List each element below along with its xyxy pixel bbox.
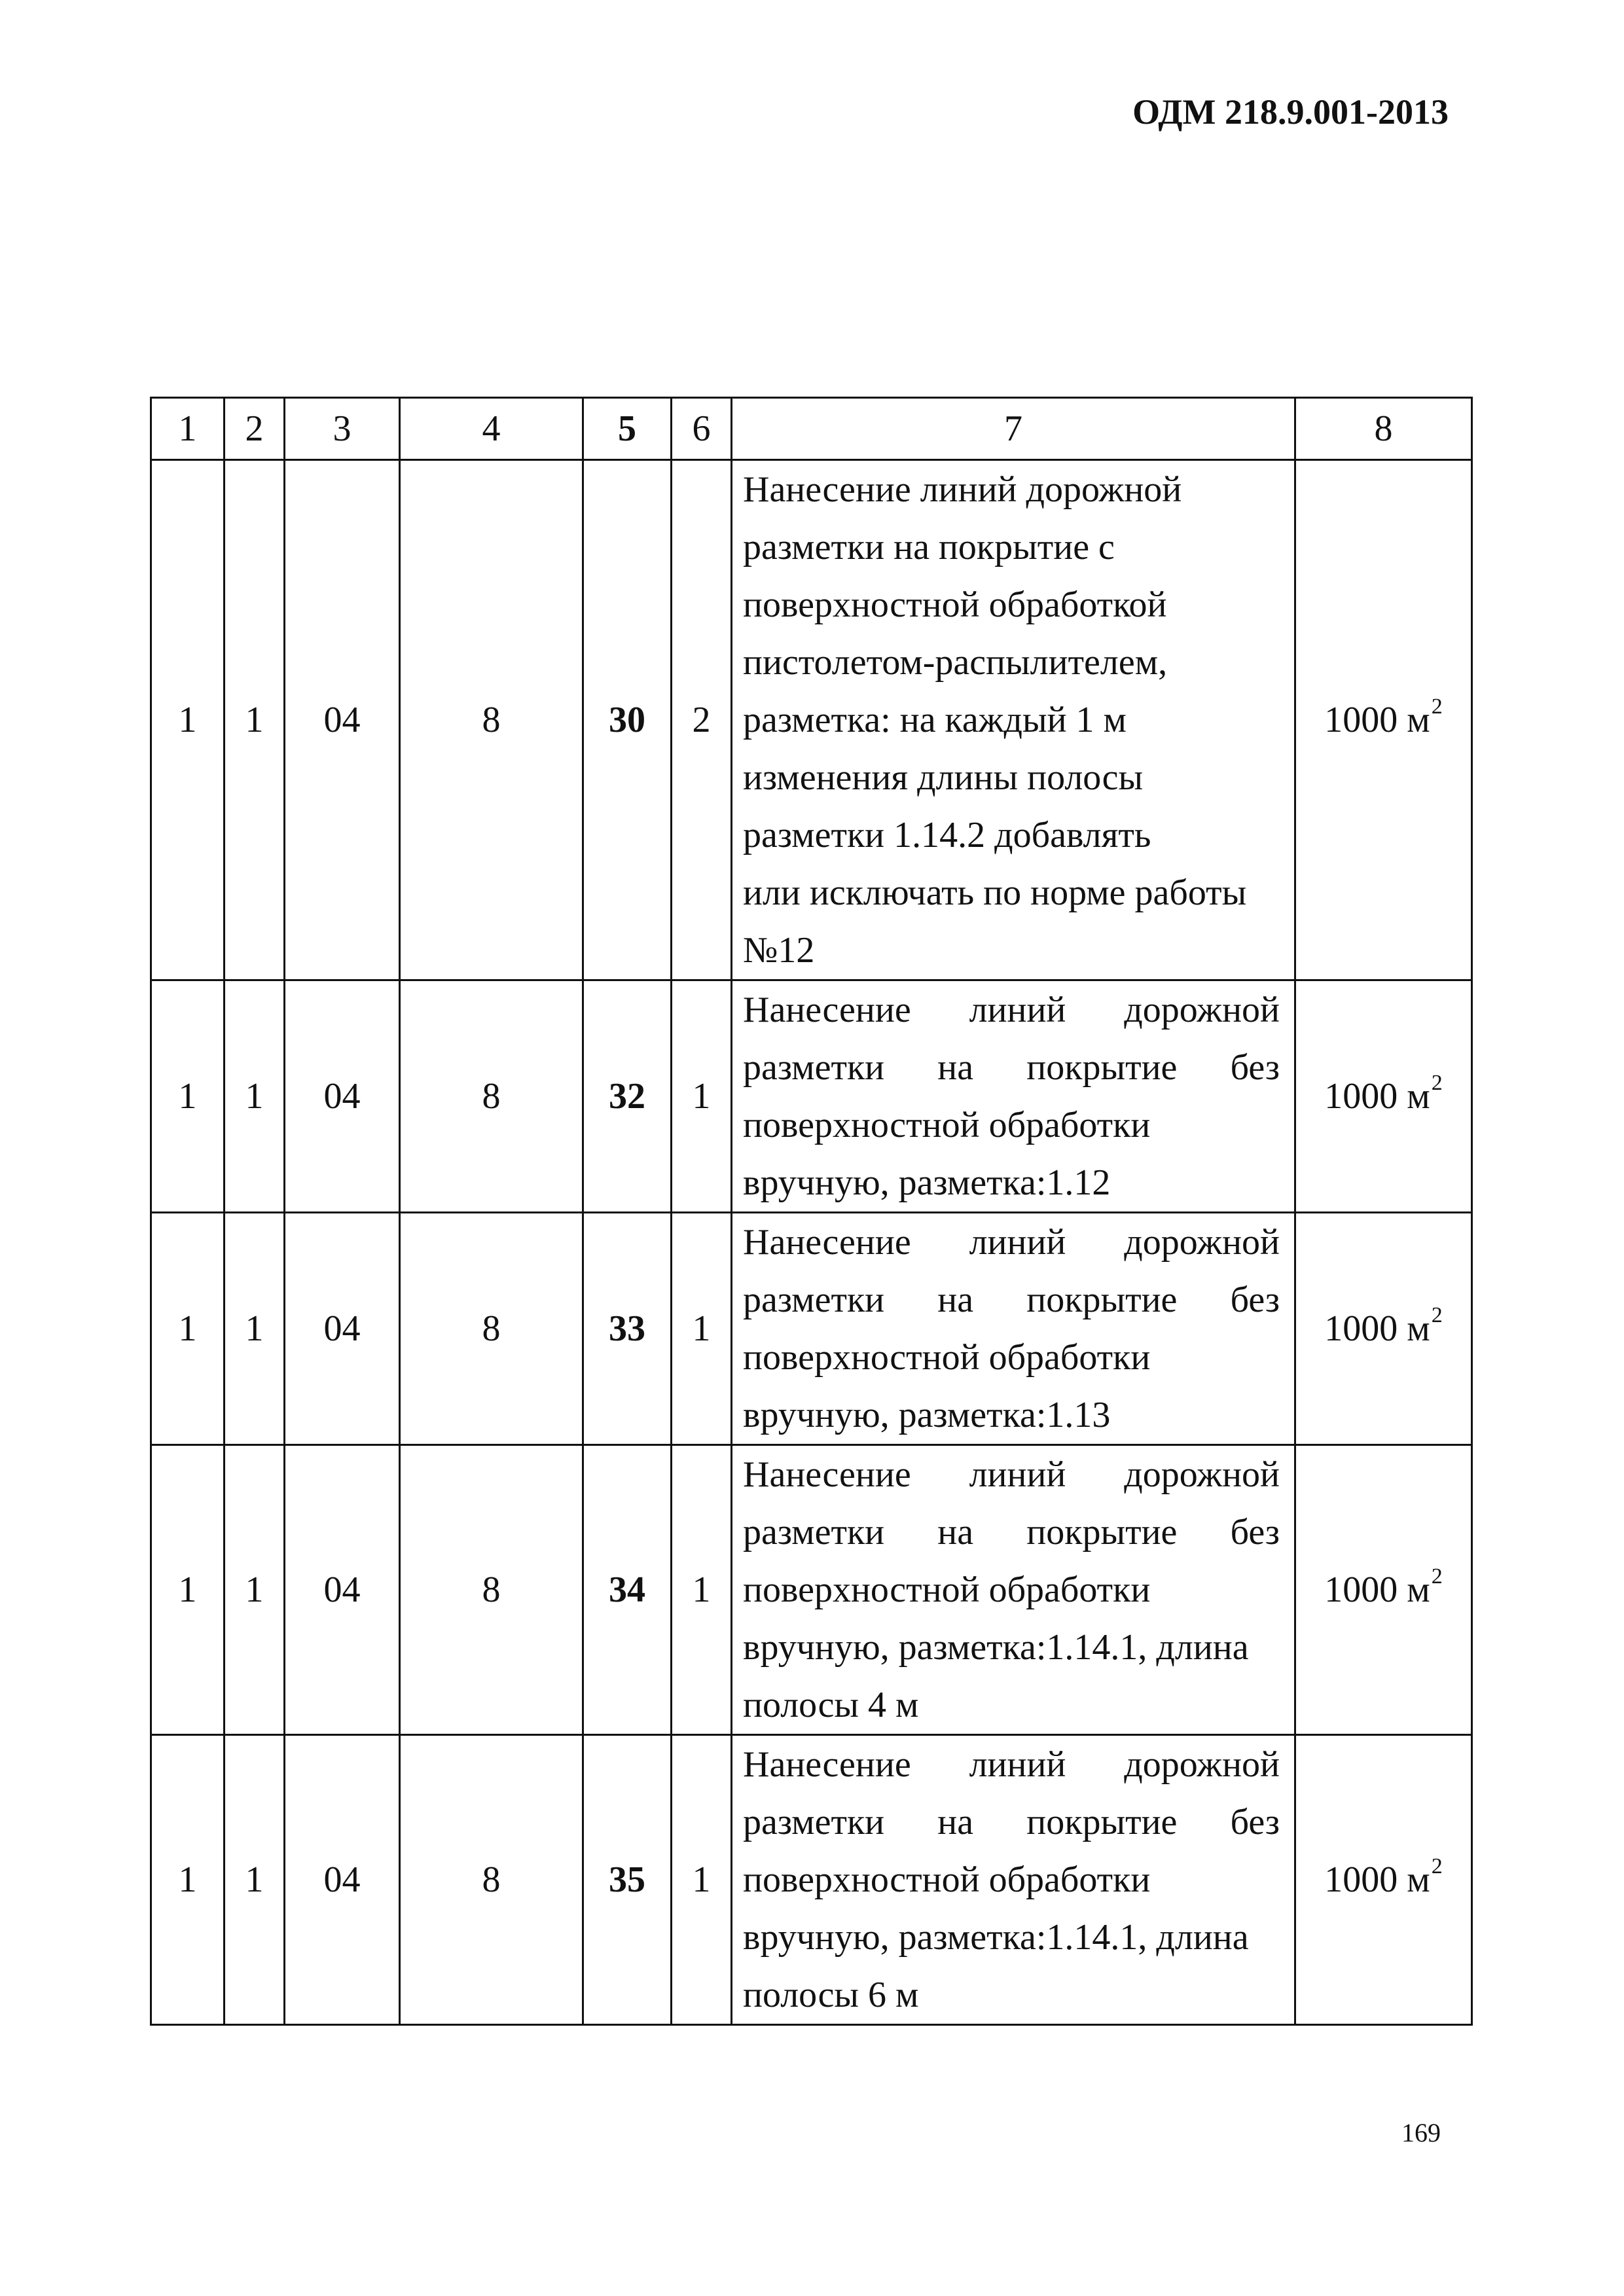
description-line: поверхностной обработки — [743, 1859, 1151, 1900]
description-line: поверхностной обработки — [743, 1105, 1151, 1145]
description-line: вручную, разметка:1.14.1, длина — [743, 1917, 1249, 1958]
description-line: полосы 6 м — [743, 1975, 919, 2015]
table-row — [151, 1735, 1472, 2025]
cell-col6: 1 — [672, 1213, 732, 1445]
unit-superscript: 2 — [1431, 1564, 1443, 1589]
cell-col2: 1 — [225, 980, 285, 1213]
cell-col3: 04 — [285, 460, 400, 980]
cell-col2: 1 — [225, 1213, 285, 1445]
cell-description — [732, 980, 1295, 1213]
description-line: разметки на покрытие с — [743, 527, 1115, 567]
cell-col5: 30 — [583, 460, 672, 980]
description-line: вручную, разметка:1.14.1, длина — [743, 1627, 1249, 1668]
cell-unit — [1295, 1735, 1472, 2025]
description-line: поверхностной обработкой — [743, 584, 1167, 625]
cell-col4: 8 — [400, 980, 583, 1213]
cell-col5: 32 — [583, 980, 672, 1213]
cell-col2: 1 — [225, 1445, 285, 1735]
column-number-8: 8 — [1295, 398, 1472, 460]
cell-col3: 04 — [285, 1445, 400, 1735]
description-line: полосы 4 м — [743, 1685, 919, 1725]
unit-text: 1000 м — [1324, 1570, 1430, 1610]
column-number-7: 7 — [732, 398, 1295, 460]
table-row — [151, 1213, 1472, 1445]
description-line: разметка: на каждый 1 м — [743, 700, 1127, 740]
unit-text: 1000 м — [1324, 1076, 1430, 1117]
cell-unit — [1295, 460, 1472, 980]
column-number-1: 1 — [151, 398, 225, 460]
unit-text: 1000 м — [1324, 1308, 1430, 1349]
cell-col6: 1 — [672, 980, 732, 1213]
cell-col2: 1 — [225, 1735, 285, 2025]
unit-text: 1000 м — [1324, 1859, 1430, 1900]
table-row — [151, 1445, 1472, 1735]
cell-col3: 04 — [285, 1735, 400, 2025]
cell-description — [732, 460, 1295, 980]
column-number-3: 3 — [285, 398, 400, 460]
cell-col6: 2 — [672, 460, 732, 980]
description-line: поверхностной обработки — [743, 1337, 1151, 1378]
cell-col3: 04 — [285, 1213, 400, 1445]
cell-col5: 35 — [583, 1735, 672, 2025]
cell-col5: 34 — [583, 1445, 672, 1735]
table-row — [151, 980, 1472, 1213]
cell-description — [732, 1445, 1295, 1735]
document-code: ОДМ 218.9.001-2013 — [1132, 92, 1449, 132]
column-number-4: 4 — [400, 398, 583, 460]
unit-superscript: 2 — [1431, 694, 1443, 719]
description-line: №12 — [743, 930, 815, 971]
cell-col4: 8 — [400, 1735, 583, 2025]
description-line: разметки на покрытие без — [743, 1047, 1280, 1088]
cell-col3: 04 — [285, 980, 400, 1213]
cell-unit — [1295, 1213, 1472, 1445]
description-line: пистолетом-распылителем, — [743, 642, 1168, 683]
description-line: или исключать по норме работы — [743, 872, 1247, 913]
cell-col2: 1 — [225, 460, 285, 980]
description-line: Нанесение линий дорожной — [743, 1744, 1280, 1785]
description-line: Нанесение линий дорожной — [743, 990, 1280, 1030]
description-line: поверхностной обработки — [743, 1570, 1151, 1610]
unit-text: 1000 м — [1324, 700, 1430, 740]
cell-col1: 1 — [151, 460, 225, 980]
description-line: вручную, разметка:1.13 — [743, 1395, 1111, 1435]
description-line: разметки 1.14.2 добавлять — [743, 815, 1151, 855]
unit-superscript: 2 — [1431, 1854, 1443, 1879]
description-line: изменения длины полосы — [743, 757, 1144, 798]
description-line: разметки на покрытие без — [743, 1802, 1280, 1842]
cell-description — [732, 1735, 1295, 2025]
cell-col1: 1 — [151, 980, 225, 1213]
cell-col6: 1 — [672, 1445, 732, 1735]
description-line: разметки на покрытие без — [743, 1280, 1280, 1320]
cell-col6: 1 — [672, 1735, 732, 2025]
cell-description — [732, 1213, 1295, 1445]
cell-col4: 8 — [400, 1213, 583, 1445]
cell-unit — [1295, 980, 1472, 1213]
description-line: вручную, разметка:1.12 — [743, 1162, 1111, 1203]
column-number-6: 6 — [672, 398, 732, 460]
column-number-2: 2 — [225, 398, 285, 460]
norms-table — [150, 397, 1473, 2026]
cell-col4: 8 — [400, 1445, 583, 1735]
description-line: Нанесение линий дорожной — [743, 1222, 1280, 1263]
cell-col5: 33 — [583, 1213, 672, 1445]
cell-col1: 1 — [151, 1735, 225, 2025]
cell-unit — [1295, 1445, 1472, 1735]
unit-superscript: 2 — [1431, 1071, 1443, 1096]
table-row — [151, 460, 1472, 980]
unit-superscript: 2 — [1431, 1303, 1443, 1328]
column-number-5: 5 — [583, 398, 672, 460]
cell-col4: 8 — [400, 460, 583, 980]
description-line: Нанесение линий дорожной — [743, 1454, 1280, 1495]
cell-col1: 1 — [151, 1445, 225, 1735]
description-line: разметки на покрытие без — [743, 1512, 1280, 1552]
cell-col1: 1 — [151, 1213, 225, 1445]
description-line: Нанесение линий дорожной — [743, 469, 1182, 510]
table-header-row — [151, 398, 1472, 460]
page-number: 169 — [1401, 2118, 1441, 2147]
